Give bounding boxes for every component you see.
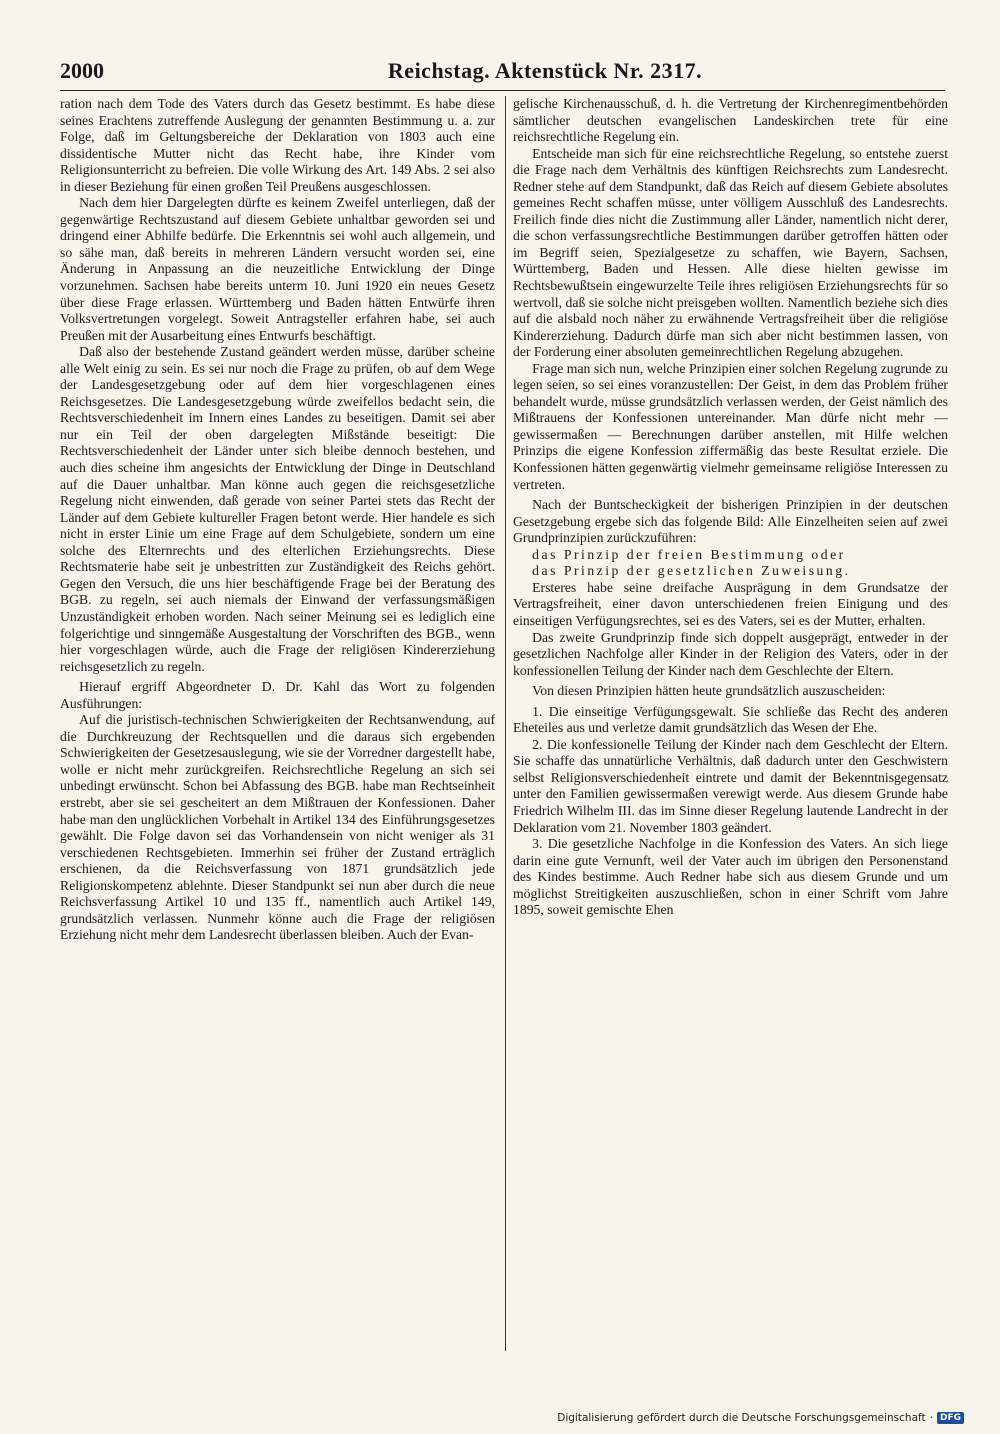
paragraph: gelische Kirchenausschuß, d. h. die Vertretung der Kirchenregimentbehörden sämtlicher deutschen evangelischen Landeskirchen trete für eine reichsrechtliche Regelung ein.: [513, 96, 948, 145]
dfg-logo-icon: DFG: [937, 1412, 964, 1424]
paragraph: Auf die juristisch-technischen Schwierigkeiten der Rechtsanwendung, auf die Durchkreuzung der Rechtsquellen und die daraus sich ergebenden Schwierigkeiten der Gesetzesauslegung, wie sie der Vorredner dargestellt habe, wolle er nicht mehr zurückgreifen. Reichsrechtliche Regelung an sich sei unbedingt erwünscht. Schon bei Abfassung des BGB. habe man Rechtseinheit erstrebt, aber sie sei gescheitert an dem Mißtrauen der Konfessionen. Daher habe man den unglücklichen Vorbehalt in Artikel 134 des Einführungsgesetzes gewählt. Die Folge davon sei das Vorhandensein von nicht weniger als 31 verschiedenen Rechtsgebieten. Immerhin sei früher der Zustand erträglich erschienen, da die Reichsverfassung von 1871 grundsätzlich jede Religionskompetenz ablehnte. Dieser Standpunkt sei nun aber durch die neue Reichsverfassung Artikel 10 und 135 ff., namentlich auch Artikel 149, grundsätzlich verlassen. Nunmehr könne auch die Frage der religiösen Erziehung nicht mehr dem Landesrecht überlassen bleiben. Auch der Evan-: [60, 712, 495, 943]
paragraph: Entscheide man sich für eine reichsrechtliche Regelung, so entstehe zuerst die Frage nach dem Verhältnis des künftigen Reichsrechts zum Landesrecht. Redner stehe auf dem Standpunkt, daß das Reich auf diesem Gebiete absolutes gemeines Recht schaffen müsse, unter völligem Ausschluß des Landesrechts. Freilich finde dies nicht die Zustimmung aller Länder, namentlich nicht derer, die schon verfassungsrechtliche Bestimmungen darüber getroffen hätten oder im Begriff seien, Spezialgesetze zu schaffen, wie Bayern, Sachsen, Württemberg, Baden und Hessen. Alle diese hielten gewisse im Rechtsbewußtsein eingewurzelte Teile ihres religiösen Erziehungsrechts für so wertvoll, daß sie solche nicht preisgeben wollten. Namentlich beziehe sich dies auf die alsbald noch näher zu erwähnende Vertragsfreiheit über die religiöse Kindererziehung. Dadurch dürfe man sich aber nicht bestimmen lassen, von der Forderung einer absoluten gemeinrechtlichen Regelung abzugehen.: [513, 145, 948, 360]
right-column: [513, 96, 948, 1356]
column-divider: [505, 96, 506, 1351]
principle-item: das Prinzip der freien Bestimmung oder: [532, 546, 846, 562]
paragraph: Daß also der bestehende Zustand geändert werden müsse, darüber scheine alle Welt einig zu sein. Es sei nur noch die Frage zu prüfen, ob auf dem Wege der Landesgesetzgebung oder auf dem hier vorgeschlagenen eines Reichsgesetzes. Die Landesgesetzgebung würde zweifellos bedacht sein, die Rechtsverschiedenheit im Innern eines Landes zu beseitigen. Damit sei aber nur ein Teil der oben dargelegten Mißstände beseitigt: Die Rechtsverschiedenheit der Länder unter sich bleibe dennoch bestehen, und auch dies scheine ihm angesichts der Entwicklung der Dinge in Deutschland auf die Dauer unhaltbar. Man könne auch gegen die reichsgesetzliche Regelung nicht einwenden, daß gerade von seiner Partei stets das Recht der Länder auf dem Gebiete kultureller Fragen betont werde. Hier handele es sich nicht in erster Linie um eine Frage auf dem Schulgebiete, sondern um eine solche des Elternrechts und des elterlichen Erziehungsrechts. Diese Rechtsmaterie habe seit je unbestritten zur Zuständigkeit des Reichs gehört. Gegen den Versuch, die uns hier beschäftigende Frage bei der Beratung des BGB. zu regeln, sei auch niemals der Einwand der verfassungsmäßigen Unzuständigkeit erhoben worden. Nach seiner Meinung sei es lediglich eine folgerichtige und sinngemäße Ausgestaltung der Vorschriften des BGB., wenn hier vorgeschlagen würde, auch die Frage der religiösen Kindererziehung reichsgesetzlich zu regeln.: [60, 344, 495, 674]
paragraph: Von diesen Prinzipien hätten heute grundsätzlich auszuscheiden:: [532, 683, 886, 699]
paragraph: Nach dem hier Dargelegten dürfte es keinem Zweifel unterliegen, daß der gegenwärtige Rechtszustand auf diesem Gebiete unhaltbar geworden sei und dringend einer Abhilfe bedürfe. Die Erkenntnis sei wohl auch allgemein, und so sähe man, daß bereits in mehreren Ländern versucht worden sei, eine Änderung in Anpassung an die neuzeitliche Entwicklung der Dinge vorzunehmen. Sachsen habe bereits unterm 10. Juni 1920 ein neues Gesetz über diese Frage erlassen. Württemberg und Baden hätten Entwürfe ihren Volksvertretungen vorgelegt. Soweit Antragsteller erfahren habe, sei auch Preußen mit der Ausarbeitung eines Entwurfs beschäftigt.: [60, 195, 495, 343]
paragraph: 1. Die einseitige Verfügungsgewalt. Sie schließe das Recht des anderen Eheteiles aus und verletze damit grundsätzlich das Wesen der Ehe.: [513, 703, 948, 736]
header-rule: [60, 90, 945, 91]
paragraph: Hierauf ergriff Abgeordneter D. Dr. Kahl das Wort zu folgenden Ausführungen:: [60, 679, 495, 711]
principle-item: das Prinzip der gesetzlichen Zuweisung.: [532, 563, 851, 579]
credit-text: Digitalisierung gefördert durch die Deutsche Forschungsgemeinschaft: [557, 1412, 926, 1424]
paragraph: Frage man sich nun, welche Prinzipien einer solchen Regelung zugrunde zu legen seien, so sei eines voranzustellen: Der Geist, in dem das Problem früher behandelt wurde, müsse grundsätzlich verlassen werden, der Geist nämlich des Mißtrauens der Konfessionen untereinander. Man dürfe nicht mehr — gewissermaßen — Berechnungen darüber anstellen, mit Hilfe welchen Prinzips die eigene Konfession ziffermäßig das beste Resultat erziele. Die Konfessionen hätten gegenwärtig vielmehr gemeinsame religiöse Interessen zu vertreten.: [513, 360, 948, 492]
page-number: 2000: [60, 58, 104, 83]
paragraph: Nach der Buntscheckigkeit der bisherigen Prinzipien in der deutschen Gesetzgebung ergebe sich das folgende Bild: Alle Einzelheiten seien auf zwei Grundprinzipien zurückzuführen:: [513, 497, 948, 546]
paragraph: ration nach dem Tode des Vaters durch das Gesetz bestimmt. Es habe diese seines Erachtens zutreffende Auslegung der genannten Bestimmung u. a. zur Folge, daß im Geltungsbereiche der Deklaration von 1803 auch eine dissidentische Mutter nicht das Recht habe, ihre Kinder vom Religionsunterricht zu befreien. Die volle Wirkung des Art. 149 Abs. 2 sei also in dieser Beziehung für einen großen Teil Preußens ausgeschlossen.: [60, 96, 495, 194]
paragraph: Das zweite Grundprinzip finde sich doppelt ausgeprägt, entweder in der gesetzlichen Nachfolge aller Kinder in der Religion des Vaters, oder in der konfessionellen Teilung der Kinder nach dem Geschlechte der Eltern.: [513, 629, 948, 678]
running-title: Reichstag. Aktenstück Nr. 2317.: [387, 58, 703, 83]
footer-credit: Digitalisierung gefördert durch die Deutsche Forschungsgemeinschaft · DFG: [557, 1412, 964, 1424]
page-header: [60, 58, 945, 88]
left-column: [60, 96, 495, 1356]
paragraph: Ersteres habe seine dreifache Ausprägung in dem Grundsatze der Vertragsfreiheit, einer davon unterschiedenen freien Einigung und des einseitigen Verfügungsrechtes, sei es des Vaters, sei es der Mutter, erhalten.: [513, 579, 948, 628]
paragraph: 3. Die gesetzliche Nachfolge in die Konfession des Vaters. An sich liege darin eine gute Vernunft, weil der Vater auch im übrigen den Personenstand des Kindes bestimme. Auch Redner habe sich aus diesem Grunde und um möglichst Streitigkeiten auszuschließen, schon in einer Schrift vom Jahre 1895, soweit gemischte Ehen: [513, 836, 948, 918]
paragraph: 2. Die konfessionelle Teilung der Kinder nach dem Geschlecht der Eltern. Sie schaffe das unnatürliche Verhältnis, daß dadurch unter den Geschwistern selbst Religionsverschiedenheit eintrete und damit der Bekenntnisgegensatz unter den Familien gewissermaßen verewigt werde. Aus diesem Grunde habe Friedrich Wilhelm III. das im Sinne dieser Regelung lautende Landrecht in der Deklaration vom 21. November 1803 geändert.: [513, 736, 948, 835]
